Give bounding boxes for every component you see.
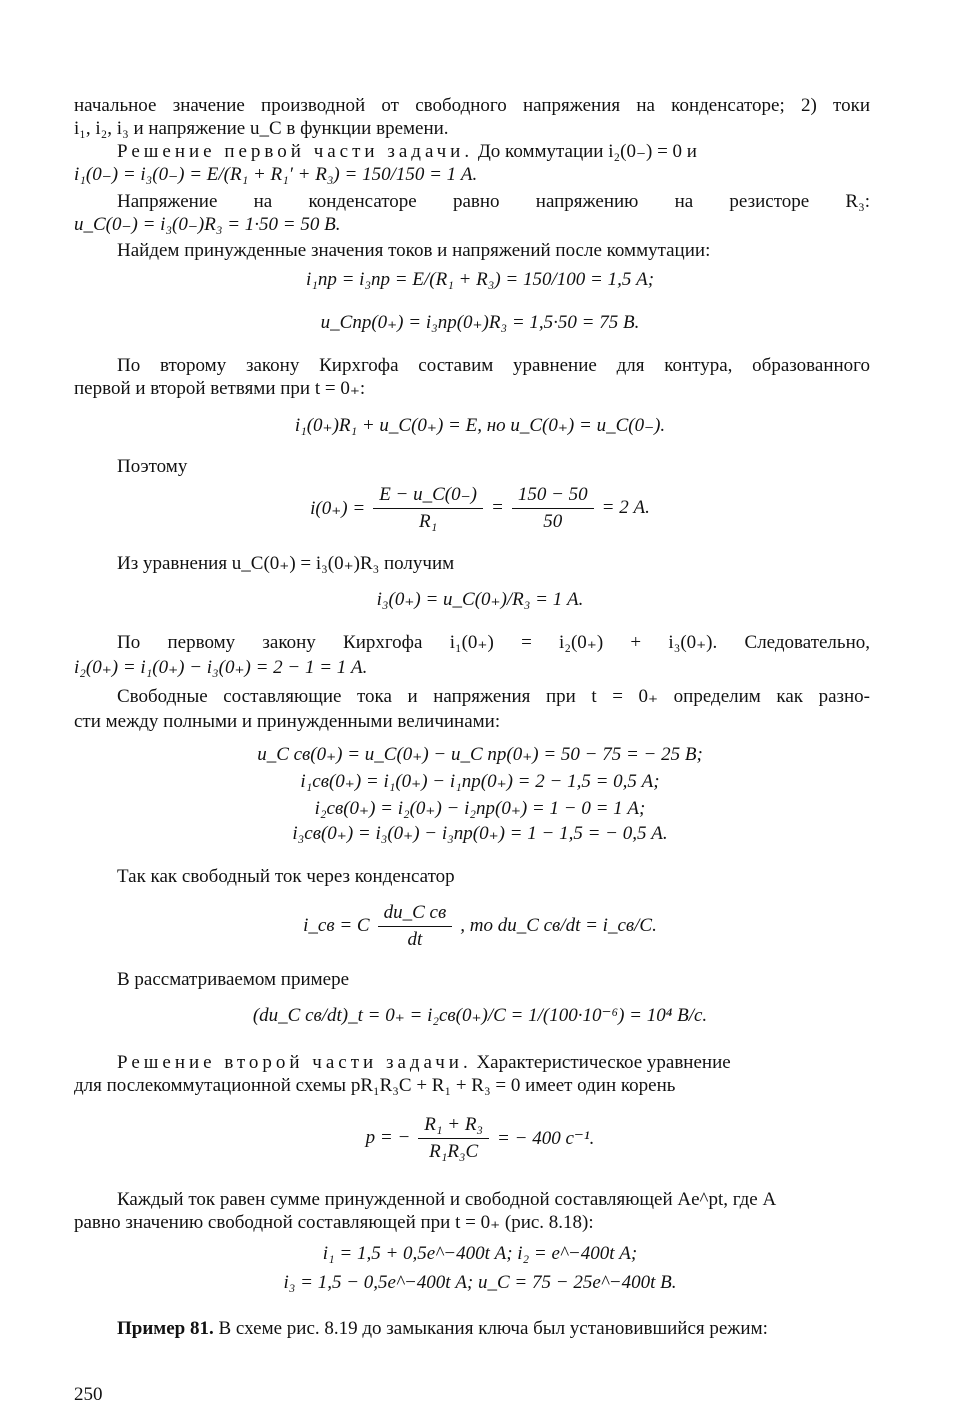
fraction-equation bbox=[0, 1108, 960, 1168]
fraction-denominator: R₁ bbox=[418, 511, 438, 532]
fraction-numerator: du_C св bbox=[378, 902, 453, 927]
text-line: для послекоммутационной схемы pR₁R₃C + R₁ + R₃ = 0 имеет один корень bbox=[74, 1075, 676, 1096]
equation: i₁ = 1,5 + 0,5e^−400t А; i₂ = e^−400t А; bbox=[322, 1243, 638, 1264]
text-line: По второму закону Кирхгофа составим уравнение для контура, образованного bbox=[117, 355, 870, 376]
text-line: i₁, i₂, i₃ и напряжение u_C в функции времени. bbox=[74, 118, 449, 139]
equation-rhs: , то du_C св/dt = i_св/C. bbox=[460, 915, 657, 936]
text-line: равно значению свободной составляющей при t = 0₊ (рис. 8.18): bbox=[74, 1212, 594, 1233]
text-line: сти между полными и принужденными величинами: bbox=[74, 711, 501, 732]
fraction-numerator: E − u_C(0₋) bbox=[373, 483, 483, 509]
equation-lhs: i(0₊) = bbox=[310, 497, 366, 519]
text-line: Так как свободный ток через конденсатор bbox=[117, 866, 455, 887]
section-heading-line bbox=[117, 1051, 870, 1075]
equation: i₂св(0₊) = i₂(0₊) − i₂пр(0₊) = 1 − 0 = 1 А; bbox=[314, 798, 646, 819]
text-fragment: До коммутации i₂(0₋) = 0 и bbox=[473, 141, 697, 162]
equation: i₁пр = i₃пр = E/(R₁ + R₃) = 150/100 = 1,5 А; bbox=[305, 269, 655, 290]
text-line: Найдем принужденные значения токов и напряжений после коммутации: bbox=[117, 240, 711, 261]
fraction-numerator: 150 − 50 bbox=[512, 484, 594, 509]
fraction-denominator: 50 bbox=[543, 510, 563, 532]
equation: i₃ = 1,5 − 0,5e^−400t А; u_C = 75 − 25e^−400t В. bbox=[283, 1272, 677, 1293]
equation-rhs: = − 400 с⁻¹. bbox=[497, 1127, 595, 1149]
equation-line: i₂(0₊) = i₁(0₊) − i₃(0₊) = 2 − 1 = 1 А. bbox=[74, 657, 368, 678]
section-heading-line bbox=[117, 140, 870, 164]
example-heading-line bbox=[117, 1317, 768, 1341]
page-number: 250 bbox=[74, 1384, 103, 1405]
text-line: В рассматриваемом примере bbox=[117, 969, 350, 990]
equation: i₁(0₊)R₁ + u_C(0₊) = E, но u_C(0₊) = u_C(0₋). bbox=[294, 415, 666, 436]
fraction bbox=[373, 483, 483, 533]
spaced-heading: Решение первой части задачи. bbox=[117, 141, 474, 162]
text-fragment: Характеристическое уравнение bbox=[471, 1052, 731, 1073]
equation-lhs: i_св = C bbox=[303, 915, 370, 936]
equation: u_C св(0₊) = u_C(0₊) − u_C пр(0₊) = 50 − 75 = − 25 В; bbox=[257, 744, 703, 765]
example-label: Пример 81. bbox=[117, 1318, 214, 1339]
equation-line: u_C(0₋) = i₃(0₋)R₃ = 1·50 = 50 В. bbox=[74, 214, 341, 235]
text-line: начальное значение производной от свободного напряжения на конденсаторе; 2) токи bbox=[74, 95, 870, 116]
equation-rhs: = 2 А. bbox=[601, 497, 650, 518]
fraction-denominator: R₁R₃C bbox=[429, 1140, 479, 1162]
text-line: Поэтому bbox=[117, 456, 188, 477]
text-line: Каждый ток равен сумме принужденной и свободной составляющей Ae^pt, где A bbox=[117, 1189, 777, 1210]
text-fragment: В схеме рис. 8.19 до замыкания ключа был установившийся режим: bbox=[213, 1318, 768, 1339]
fraction bbox=[418, 1114, 489, 1163]
equation: i₃(0₊) = u_C(0₊)/R₃ = 1 А. bbox=[376, 589, 584, 610]
equation: i₃св(0₊) = i₃(0₊) − i₃пр(0₊) = 1 − 1,5 = − 0,5 А. bbox=[292, 823, 668, 844]
fraction-equation bbox=[0, 896, 960, 956]
text-line: Свободные составляющие тока и напряжения при t = 0₊ определим как разно- bbox=[117, 686, 870, 707]
equation-line: i₁(0₋) = i₃(0₋) = E/(R₁ + R₁′ + R₃) = 150/150 = 1 А. bbox=[74, 164, 478, 185]
text-line: первой и второй ветвями при t = 0₊: bbox=[74, 378, 366, 399]
fraction-denominator: dt bbox=[407, 928, 423, 950]
fraction-equation bbox=[0, 478, 960, 538]
text-line: По первому закону Кирхгофа i₁(0₊) = i₂(0₊) + i₃(0₊). Следовательно, bbox=[117, 632, 870, 653]
equation-lhs: p = − bbox=[365, 1127, 411, 1148]
equation: (du_C св/dt)_t = 0₊ = i₂св(0₊)/C = 1/(100·10⁻⁶) = 10⁴ В/с. bbox=[252, 1005, 708, 1026]
equation: u_Cпр(0₊) = i₃пр(0₊)R₃ = 1,5·50 = 75 В. bbox=[320, 312, 640, 333]
spaced-heading: Решение второй части задачи. bbox=[117, 1052, 472, 1073]
text-line: Напряжение на конденсаторе равно напряжению на резисторе R₃: bbox=[117, 191, 870, 212]
fraction-numerator: R₁ + R₃ bbox=[418, 1114, 489, 1139]
fraction bbox=[378, 902, 453, 951]
fraction bbox=[512, 484, 594, 533]
equation: i₁св(0₊) = i₁(0₊) − i₁пр(0₊) = 2 − 1,5 = 0,5 А; bbox=[300, 771, 660, 792]
text-line: Из уравнения u_C(0₊) = i₃(0₊)R₃ получим bbox=[117, 553, 455, 574]
equals-sign: = bbox=[491, 497, 504, 518]
